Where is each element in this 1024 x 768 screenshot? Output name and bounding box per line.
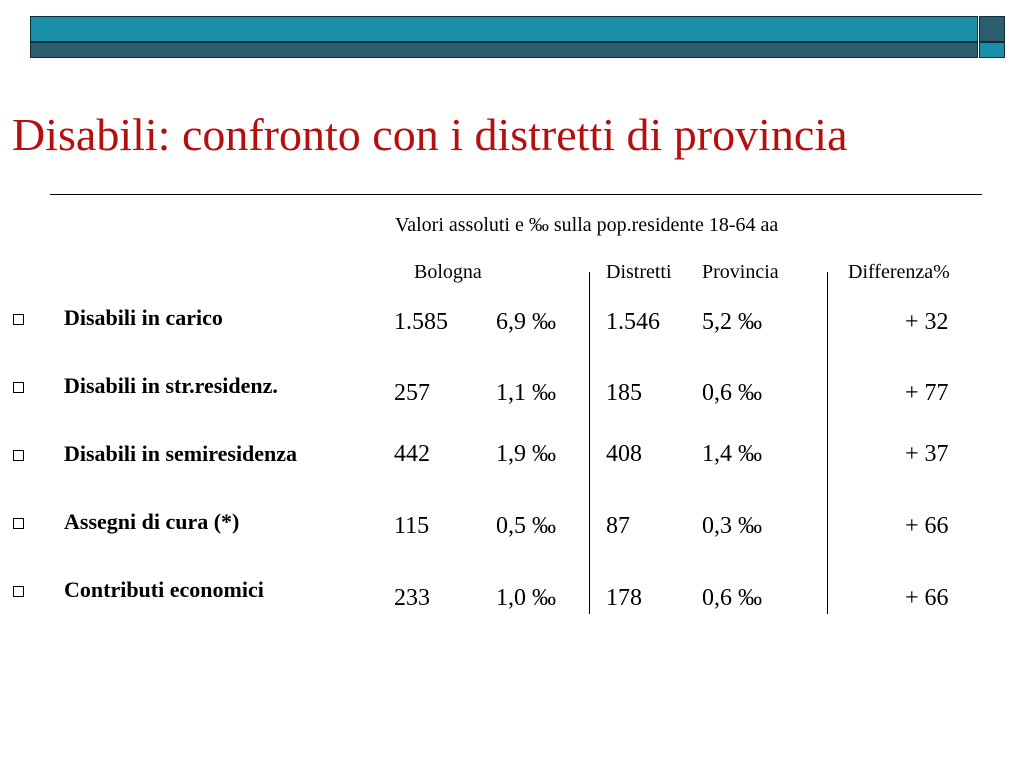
cell-provincia-rate: 1,4 ‰ (702, 441, 762, 467)
bullet-icon (13, 586, 24, 597)
cell-provincia-rate: 5,2 ‰ (702, 309, 762, 335)
header-differenza: Differenza% (848, 261, 950, 283)
cell-bologna-abs: 442 (394, 441, 430, 467)
header-provincia: Provincia (702, 261, 779, 283)
cell-bologna-rate: 0,5 ‰ (496, 513, 556, 539)
column-divider-bologna (589, 272, 590, 614)
bullet-icon (13, 382, 24, 393)
cell-bologna-rate: 1,9 ‰ (496, 441, 556, 467)
row-label: Disabili in str.residenz. (64, 373, 278, 398)
cell-differenza: + 77 (905, 380, 949, 406)
cell-differenza: + 37 (905, 441, 949, 467)
row-label: Disabili in carico (64, 305, 223, 330)
cell-bologna-rate: 1,1 ‰ (496, 380, 556, 406)
cell-provincia-rate: 0,6 ‰ (702, 380, 762, 406)
cell-distretti-abs: 408 (606, 441, 642, 467)
cell-bologna-rate: 6,9 ‰ (496, 309, 556, 335)
row-label: Contributi economici (64, 577, 264, 602)
cell-distretti-abs: 185 (606, 380, 642, 406)
bullet-icon (13, 314, 24, 325)
header-distretti: Distretti (606, 261, 672, 283)
cell-distretti-abs: 87 (606, 513, 630, 539)
column-divider-provincia (827, 272, 828, 614)
slide-title: Disabili: confronto con i distretti di provincia (12, 109, 848, 160)
title-underline (50, 194, 982, 195)
table-subtitle: Valori assoluti e ‰ sulla pop.residente 18-64 aa (395, 214, 779, 236)
cell-differenza: + 66 (905, 513, 949, 539)
cell-bologna-abs: 115 (394, 513, 430, 539)
bullet-icon (13, 518, 24, 529)
cell-bologna-abs: 257 (394, 380, 430, 406)
cell-bologna-abs: 233 (394, 585, 430, 611)
cell-bologna-abs: 1.585 (394, 309, 448, 335)
corner-square-light (979, 42, 1005, 58)
header-bologna: Bologna (414, 261, 482, 283)
cell-differenza: + 66 (905, 585, 949, 611)
bullet-icon (13, 450, 24, 461)
cell-provincia-rate: 0,6 ‰ (702, 585, 762, 611)
cell-differenza: + 32 (905, 309, 949, 335)
header-bar-upper (30, 16, 978, 42)
cell-distretti-abs: 178 (606, 585, 642, 611)
header-bar-lower (30, 42, 978, 58)
row-label: Assegni di cura (*) (64, 509, 240, 534)
cell-distretti-abs: 1.546 (606, 309, 660, 335)
header-bar (30, 16, 978, 58)
cell-provincia-rate: 0,3 ‰ (702, 513, 762, 539)
corner-square-dark (979, 16, 1005, 42)
cell-bologna-rate: 1,0 ‰ (496, 585, 556, 611)
row-label: Disabili in semiresidenza (64, 441, 298, 466)
